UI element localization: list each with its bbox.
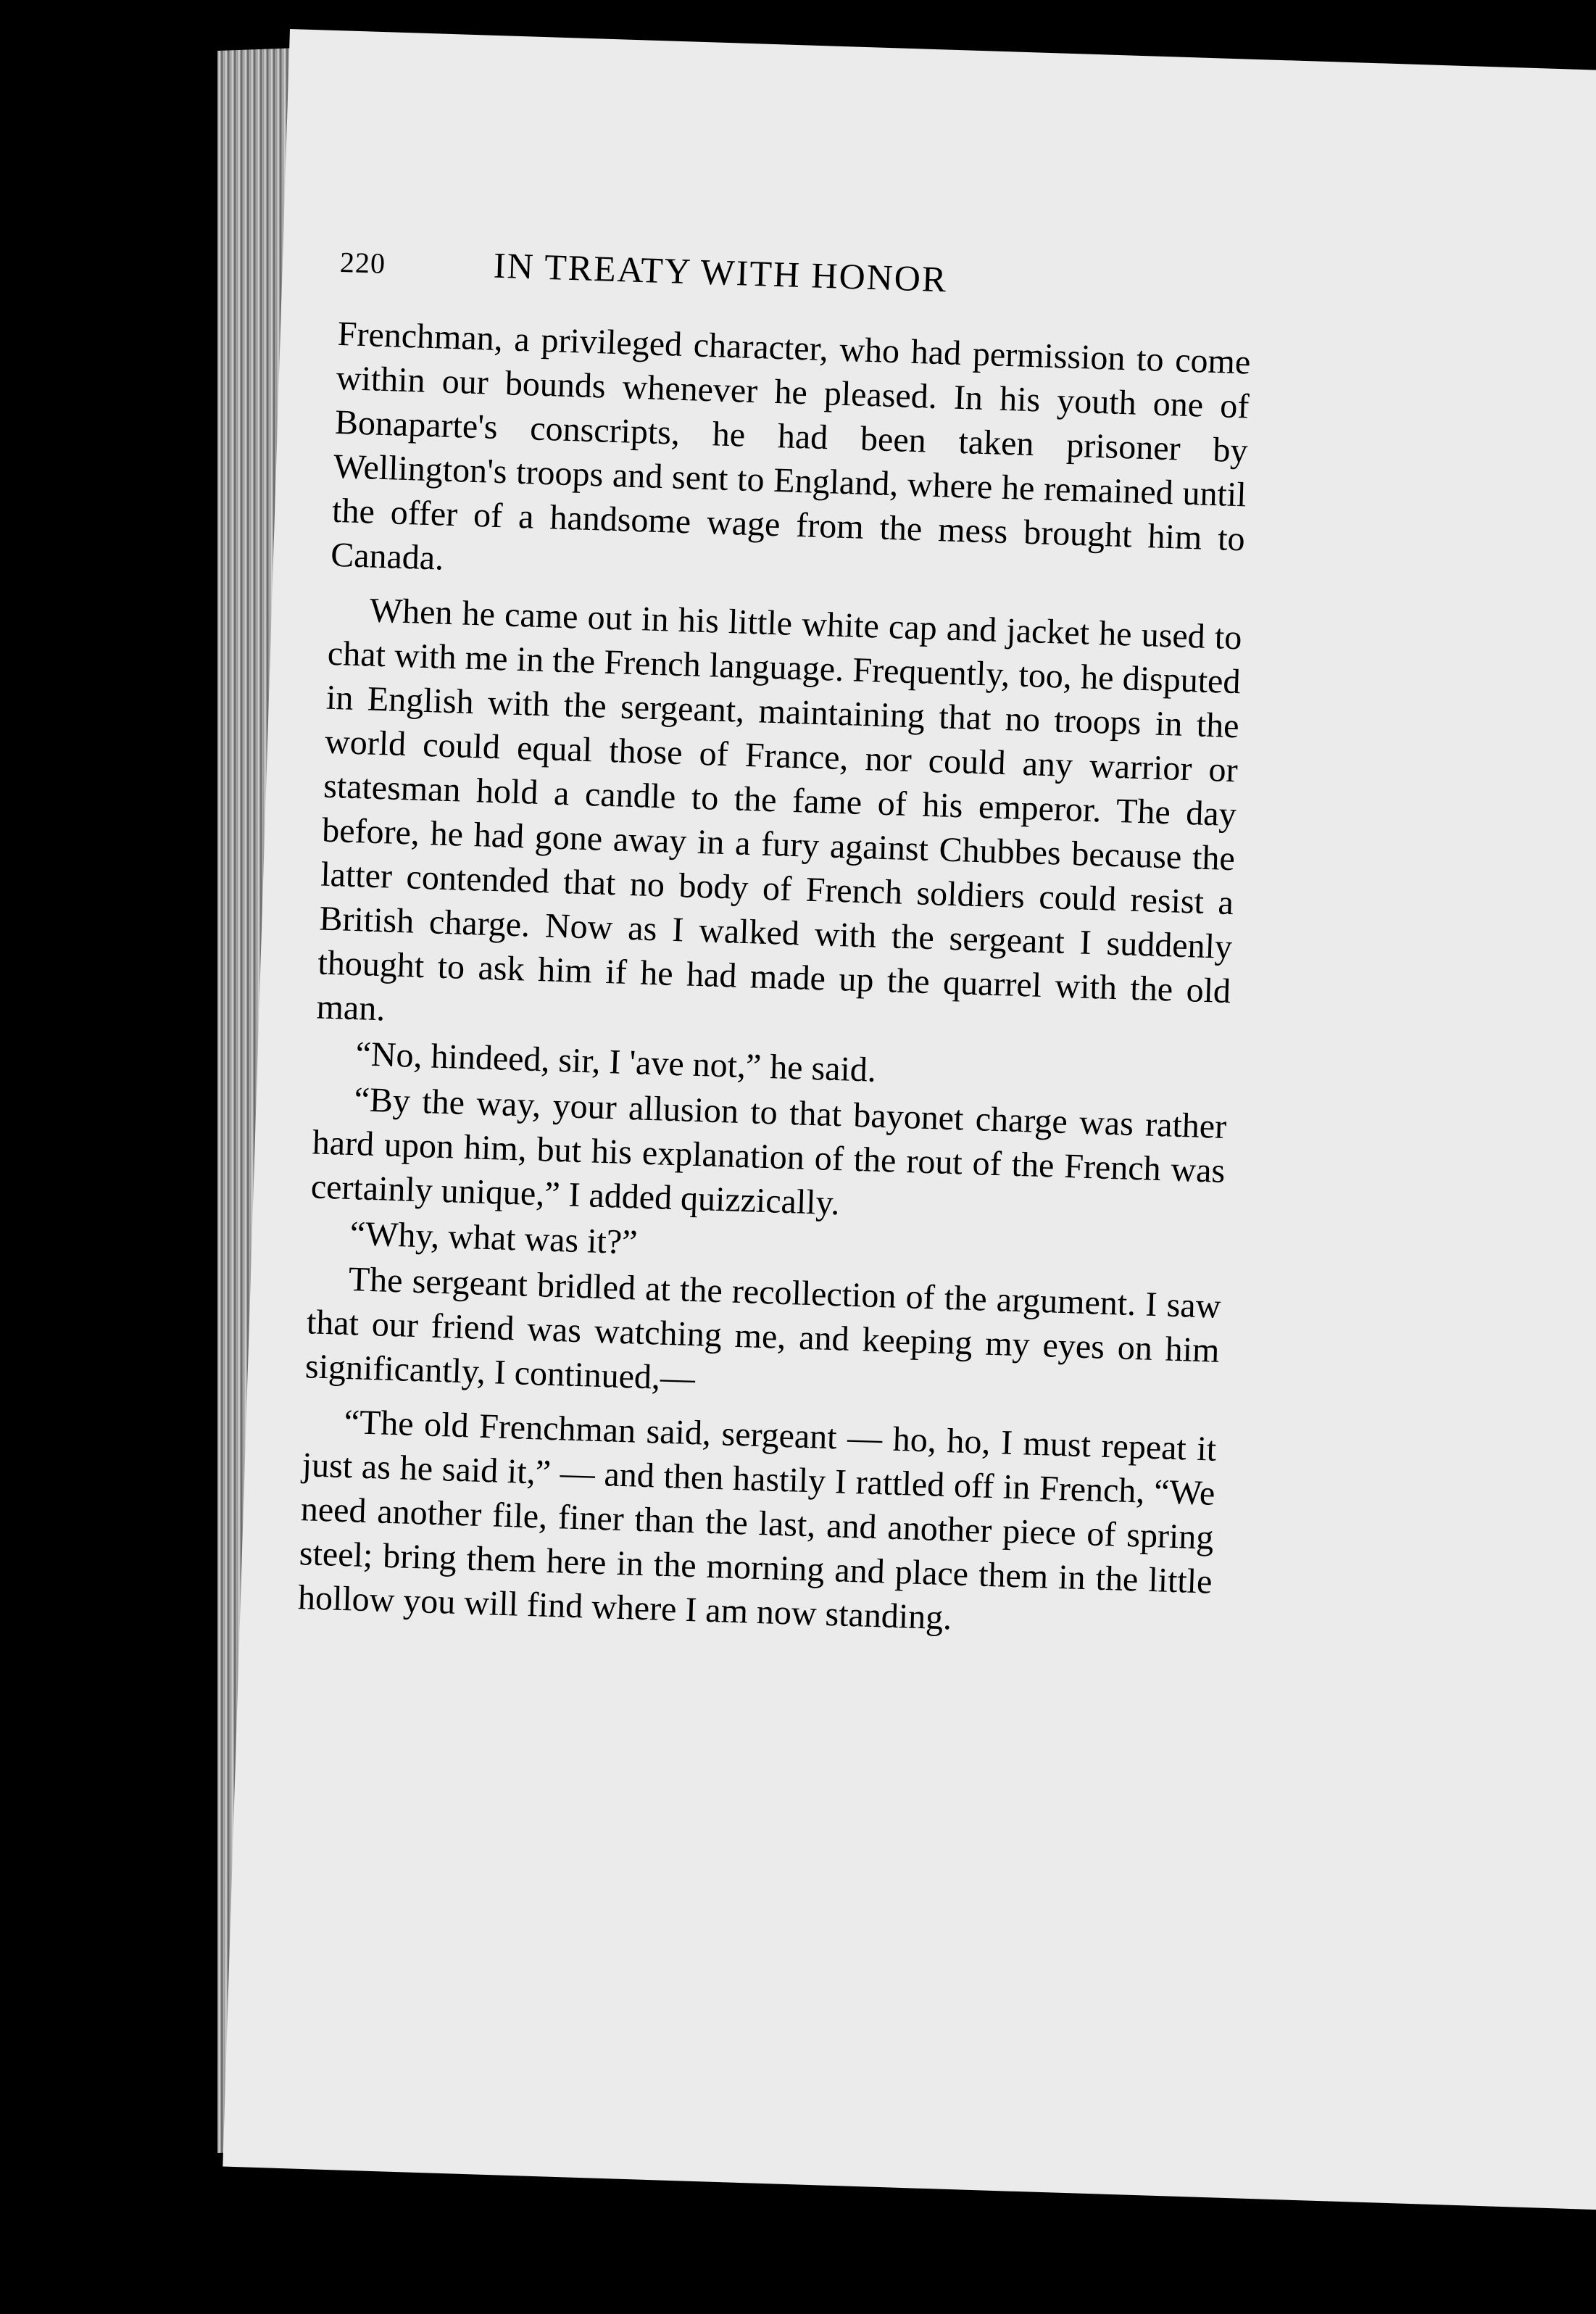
paragraph-6: The sergeant bridled at the recollection of the argument. I saw that our friend was watching me, and keeping my eyes on him significantly, I continued,— [304, 1260, 1222, 1398]
page-text-block [297, 239, 1253, 1649]
paragraph-3: “No, hindeed, sir, I 'ave not,” he said. [354, 1034, 877, 1090]
paragraph-2: When he came out in his little white cap and jacket he used to chat with me in the French language. Frequently, too, he disputed in English with the sergeant, maintaining that no troops in the world could equal those of France, nor could any warrior or statesman hold a candle to the fame of his emperor. The day before, he had gone away in a fury against Chubbes because the latter contended that no body of French soldiers could resist a British charge. Now as I walked with the sergeant I suddenly thought to ask him if he had made up the quarrel with the old man. [315, 591, 1243, 1029]
running-title: IN TREATY WITH HONOR [493, 244, 949, 300]
paragraph-7: “The old Frenchman said, sergeant — ho, ho, I must repeat it just as he said it,” — and then hastily I rattled off in French, “We need another file, finer than the last, and another piece of spring steel; bring them here in the morning and place them in the little hollow you will find where I am now standing. [297, 1402, 1217, 1638]
paragraph-5: “Why, what was it?” [349, 1214, 639, 1262]
page-number: 220 [339, 245, 386, 280]
paragraph-4: “By the way, your allusion to that bayonet charge was rather hard upon him, but his explanation of the rout of the French was certainly unique,” I added quizzically. [310, 1080, 1227, 1223]
paragraph-1: Frenchman, a privileged character, who had permission to come within our bounds whenever he pleased. In his youth one of Bonaparte's conscripts, he had been taken prisoner by Wellington's troops and sent to England, where he remained until the offer of a handsome wage from the mess brought him to Canada. [330, 314, 1252, 578]
